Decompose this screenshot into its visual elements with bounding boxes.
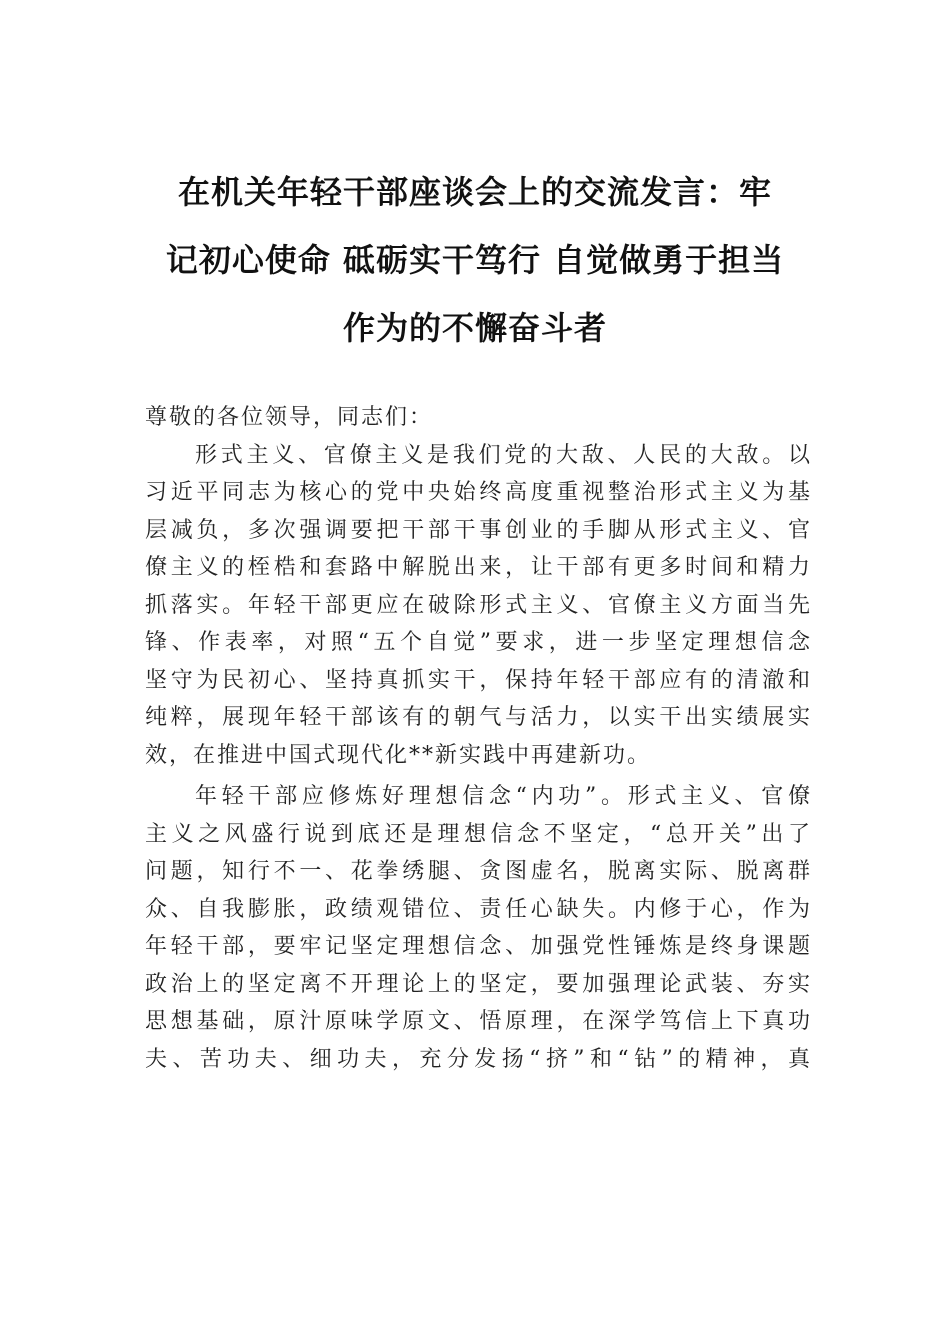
paragraph-line: 坚守为民初心、坚持真抓实干，保持年轻干部应有的清澈和 [145, 667, 810, 693]
paragraph-line: 抓落实。年轻干部更应在破除形式主义、官僚主义方面当先 [145, 592, 810, 618]
paragraph-line: 政治上的坚定离不开理论上的坚定，要加强理论武装、夯实 [145, 971, 810, 997]
paragraph-line: 层减负，多次强调要把干部干事创业的手脚从形式主义、官 [145, 517, 810, 543]
paragraph-line: 锋、作表率，对照“五个自觉”要求，进一步坚定理想信念 [145, 630, 810, 655]
document-body [145, 399, 810, 1078]
salutation: 尊敬的各位领导，同志们： [145, 405, 434, 430]
paragraph [145, 437, 810, 775]
paragraph-line: 思想基础，原汁原味学原文、悟原理，在深学笃信上下真功 [145, 1009, 810, 1034]
paragraph-line: 僚主义的桎梏和套路中解脱出来，让干部有更多时间和精力 [145, 555, 810, 580]
paragraph-line: 众、自我膨胀，政绩观错位、责任心缺失。内修于心，作为 [145, 896, 810, 922]
paragraph [145, 778, 810, 1078]
paragraph-line: 问题，知行不一、花拳绣腿、贪图虚名，脱离实际、脱离群 [145, 859, 810, 884]
paragraph-line: 纯粹，展现年轻干部该有的朝气与活力，以实干出实绩展实 [145, 705, 810, 730]
paragraph-line: 夫、苦功夫、细功夫，充分发扬“挤”和“钻”的精神，真 [145, 1046, 810, 1072]
title-line: 记初心使命 砥砺实干笃行 自觉做勇于担当 [165, 241, 785, 279]
paragraph-line: 主义之风盛行说到底还是理想信念不坚定，“总开关”出了 [145, 821, 810, 847]
paragraph-line: 习近平同志为核心的党中央始终高度重视整治形式主义为基 [145, 480, 810, 505]
paragraph-line: 效，在推进中国式现代化**新实践中再建新功。 [145, 742, 652, 768]
title-line: 在机关年轻干部座谈会上的交流发言：牢 [177, 173, 772, 211]
paragraph-line: 形式主义、官僚主义是我们党的大敌、人民的大敌。以 [195, 442, 810, 468]
title-line: 作为的不懈奋斗者 [342, 309, 607, 347]
document-title [140, 158, 810, 362]
paragraph-line: 年轻干部应修炼好理想信念“内功”。形式主义、官僚 [195, 784, 810, 809]
paragraph-line: 年轻干部，要牢记坚定理想信念、加强党性锤炼是终身课题 [145, 934, 810, 959]
